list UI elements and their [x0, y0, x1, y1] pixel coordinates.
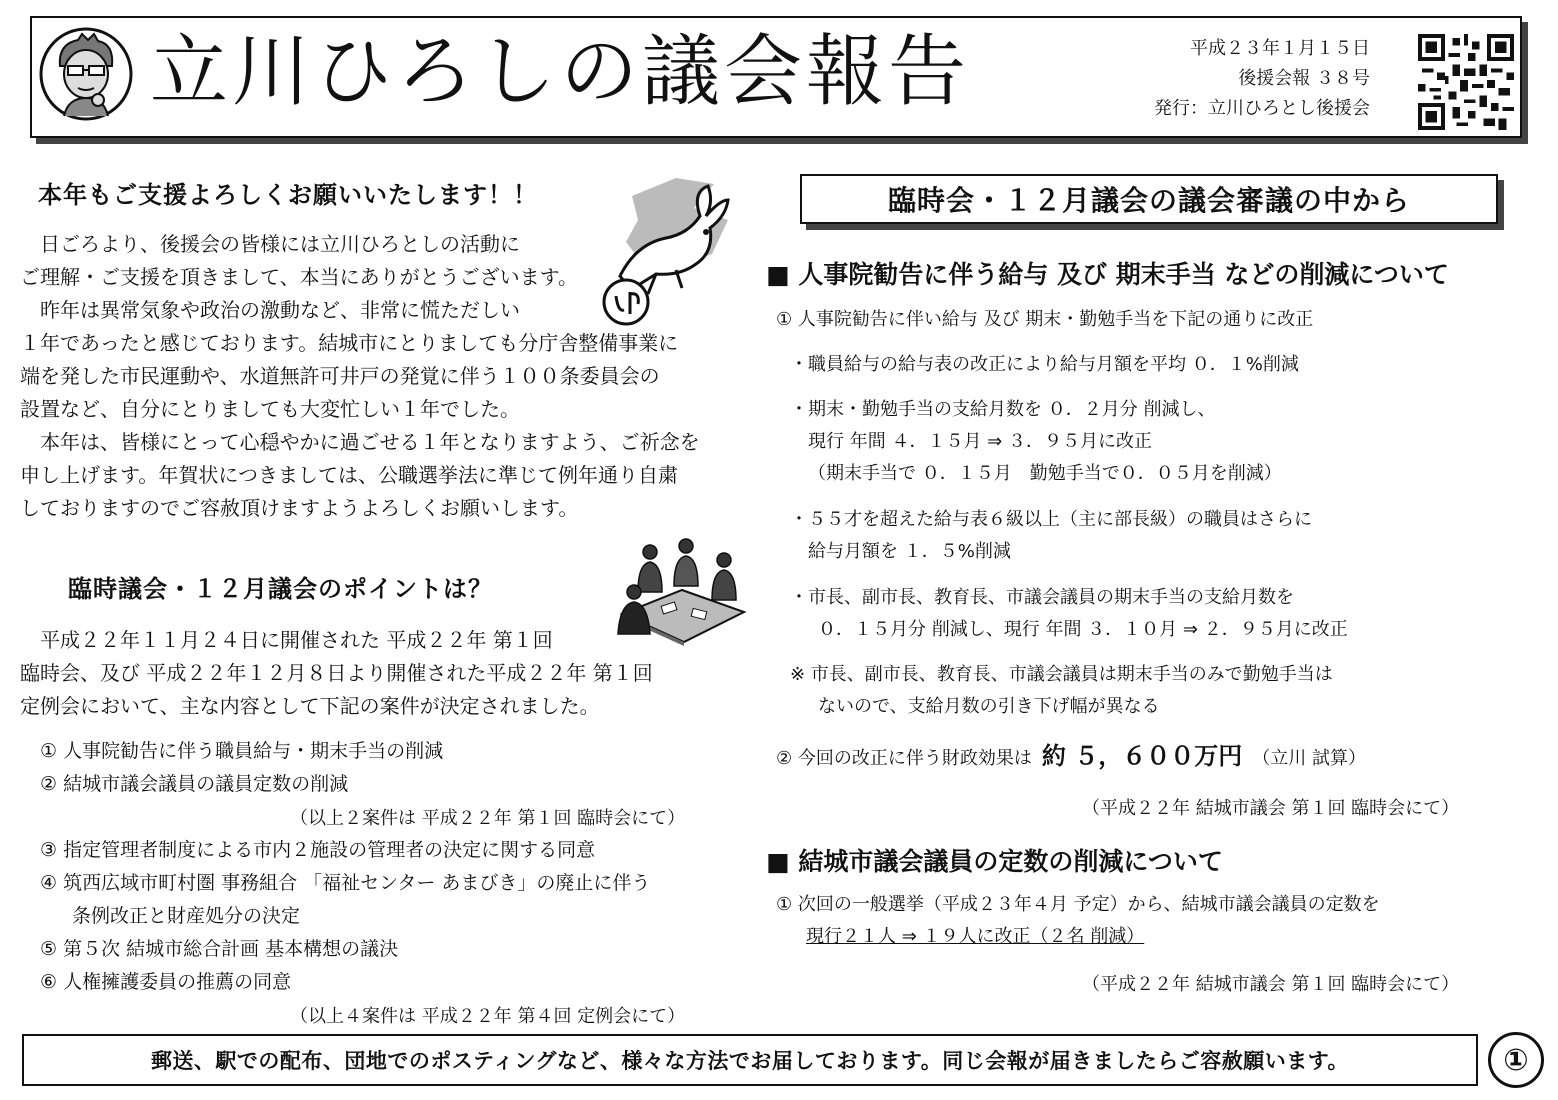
- salary-line: 給与月額を １．５%削減: [808, 541, 1011, 562]
- salary-line: ・市長、副市長、教育長、市議会議員の期末手当の支給月数を: [790, 587, 1294, 608]
- points-intro-line: 平成２２年１１月２４日に開催された 平成２２年 第１回: [40, 628, 553, 652]
- greeting-heading: 本年もご支援よろしくお願いいたします！！: [38, 181, 538, 209]
- greeting-line: しておりますのでご容赦頂けますようよろしくお願いします。: [20, 496, 579, 520]
- salary-line: ・職員給与の給与表の改正により給与月額を平均 ０．１%削減: [790, 354, 1299, 375]
- greeting-line: 日ごろより、後援会の皆様には立川ひろとしの活動に: [40, 232, 520, 256]
- points-heading: 臨時議会・１２月議会のポイントは？: [68, 575, 493, 603]
- greeting-line: 本年は、皆様にとって心穏やかに過ごせる１年となりますよう、ご祈念を: [40, 430, 700, 454]
- seats-line-underlined: 現行２１人 ⇒ １９人に改正（２名 削減）: [806, 926, 1145, 947]
- qr-code-icon: [1418, 34, 1514, 130]
- fiscal-effect-line: [776, 740, 1366, 775]
- greeting-line: 端を発した市民運動や、水道無許可井戸の発覚に伴う１００条委員会の: [20, 364, 660, 388]
- points-intro-line: 臨時会、及び 平成２２年１２月８日より開催された平成２２年 第１回: [20, 661, 653, 685]
- points-list-item: ① 人事院勧告に伴う職員給与・期末手当の削減: [40, 740, 444, 762]
- salary-line: ・５５才を超えた給与表６級以上（主に部長級）の職員はさらに: [790, 509, 1312, 530]
- fiscal-effect-value: 約 ５，６００万円: [1041, 742, 1243, 770]
- seats-source-note: （平成２２年 結城市議会 第１回 臨時会にて）: [1082, 974, 1460, 995]
- salary-line: ① 人事院勧告に伴い給与 及び 期末・勤勉手当を下記の通りに改正: [776, 309, 1314, 330]
- greeting-line: 申し上げます。年賀状につきましては、公職選挙法に準じて例年通り自粛: [20, 463, 678, 487]
- newsletter-title: 立川ひろしの議会報告: [150, 27, 971, 117]
- salary-note: ないので、支給月数の引き下げ幅が異なる: [818, 696, 1160, 717]
- footer-banner: [22, 1034, 1478, 1086]
- section-title-box: [800, 174, 1498, 224]
- issue-number: 後援会報 ３８号: [1238, 68, 1370, 89]
- issue-date: 平成２３年１月１５日: [1190, 38, 1370, 59]
- salary-line: ０．１５月分 削減し、現行 年間 ３．１０月 ⇒ ２．９５月に改正: [818, 619, 1348, 640]
- greeting-line: 昨年は異常気象や政治の激動など、非常に慌ただしい: [40, 298, 520, 322]
- fiscal-effect-label: ② 今回の改正に伴う財政効果は: [776, 748, 1032, 769]
- publisher: 発行：立川ひろとし後援会: [1154, 98, 1370, 119]
- points-list-item: ② 結城市議会議員の議員定数の削減: [40, 773, 349, 795]
- points-list-item: ④ 筑西広域市町村圏 事務組合 「福祉センター あまびき」の廃止に伴う: [40, 872, 651, 894]
- section-title: 臨時会・１２月議会の議会審議の中から: [887, 184, 1410, 217]
- greeting-line: ご理解・ご支援を頂きまして、本当にありがとうございます。: [20, 265, 578, 289]
- fiscal-effect-suffix: （立川 試算）: [1252, 748, 1366, 769]
- page-number: ①: [1488, 1032, 1544, 1088]
- greeting-line: １年であったと感じております。結城市にとりましても分庁舎整備事業に: [20, 331, 679, 355]
- points-note: （以上２案件は 平成２２年 第１回 臨時会にて）: [290, 808, 686, 829]
- salary-section-heading: ■ 人事院勧告に伴う給与 及び 期末手当 などの削減について: [766, 260, 1449, 289]
- points-list-item-continuation: 条例改正と財産処分の決定: [72, 905, 301, 927]
- points-list-item: ⑥ 人権擁護委員の推薦の同意: [40, 971, 292, 993]
- greeting-body: [20, 228, 700, 525]
- salary-line: ・期末・勤勉手当の支給月数を ０．２月分 削減し、: [790, 399, 1216, 420]
- points-intro-line: 定例会において、主な内容として下記の案件が決定されました。: [20, 694, 600, 718]
- author-avatar-illustration: [38, 26, 134, 122]
- greeting-line: 設置など、自分にとりましても大変忙しい１年でした。: [20, 397, 520, 421]
- footer-text: 郵送、駅での配布、団地でのポスティングなど、様々な方法でお届しております。同じ会報が届きましたらご容赦願います。: [150, 1049, 1350, 1073]
- salary-note: ※ 市長、副市長、教育長、市議会議員は期末手当のみで勤勉手当は: [790, 664, 1333, 685]
- points-list-item: ⑤ 第５次 結城市総合計画 基本構想の議決: [40, 938, 399, 960]
- salary-line: （期末手当で ０．１５月 勤勉手当で０．０５月を削減）: [808, 463, 1282, 484]
- points-intro: [20, 624, 653, 723]
- seats-section-heading: ■ 結城市議会議員の定数の削減について: [766, 847, 1223, 876]
- points-note: （以上４案件は 平成２２年 第４回 定例会にて）: [290, 1006, 686, 1027]
- salary-source-note: （平成２２年 結城市議会 第１回 臨時会にて）: [1082, 798, 1460, 819]
- salary-line: 現行 年間 ４．１５月 ⇒ ３．９５月に改正: [808, 431, 1152, 452]
- seats-line: ① 次回の一般選挙（平成２３年４月 予定）から、結城市議会議員の定数を: [776, 894, 1380, 915]
- points-list-item: ③ 指定管理者制度による市内２施設の管理者の決定に関する同意: [40, 839, 596, 861]
